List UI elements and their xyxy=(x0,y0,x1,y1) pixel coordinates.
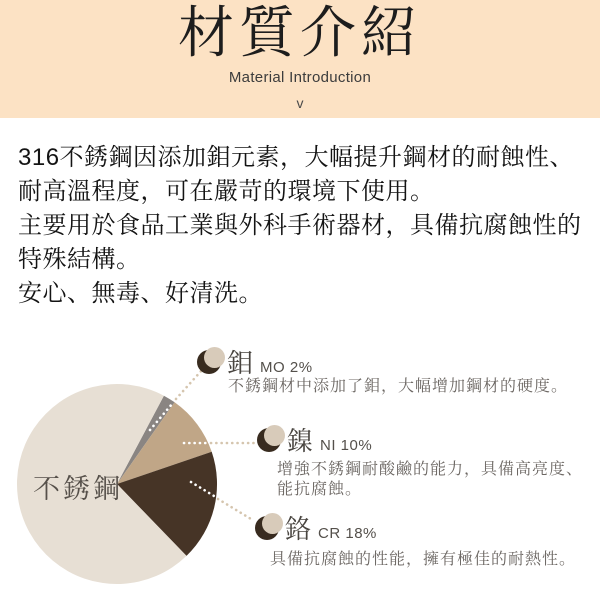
legend-element-name: 鎳 xyxy=(287,425,315,456)
page-subtitle: Material Introduction xyxy=(228,69,372,86)
intro-line: 特殊結構。 xyxy=(18,246,141,273)
legend-item-cr xyxy=(255,512,576,570)
crescent-moon-icon xyxy=(197,347,223,375)
intro-line: 316不銹鋼因添加鉬元素，大幅提升鋼材的耐蝕性、 xyxy=(18,144,575,171)
legend-element-name: 鉻 xyxy=(285,513,313,544)
legend-description: 不銹鋼材中添加了鉬，大幅增加鋼材的硬度。 xyxy=(228,378,569,395)
crescent-moon-icon xyxy=(257,425,283,453)
intro-text xyxy=(18,141,593,311)
intro-line: 主要用於食品工業與外科手術器材，具備抗腐蝕性的 xyxy=(18,212,582,239)
intro-line: 耐高溫程度，可在嚴苛的環境下使用。 xyxy=(18,178,435,205)
legend-description: 具備抗腐蝕的性能，擁有極佳的耐熱性。 xyxy=(270,551,577,568)
leader-line-cr-outer xyxy=(218,499,251,519)
page-title: 材質介紹 xyxy=(178,1,422,64)
chevron-down-icon: v xyxy=(296,95,304,111)
crescent-moon-icon xyxy=(255,513,281,541)
legend-item-mo xyxy=(197,346,568,397)
legend-description xyxy=(277,460,583,500)
legend-element-name: 鉬 xyxy=(227,347,255,378)
legend-item-ni xyxy=(257,424,583,500)
legend-element-code: CR 18% xyxy=(318,524,377,542)
header-banner xyxy=(0,0,600,118)
intro-line: 安心、無毒、好清洗。 xyxy=(18,280,263,307)
legend-description-line: 能抗腐蝕。 xyxy=(277,481,363,498)
legend-element-code: MO 2% xyxy=(260,358,313,376)
legend-element-code: NI 10% xyxy=(320,436,373,454)
pie-label-stainless-steel: 不銹鋼 xyxy=(33,474,123,504)
legend-description-line: 增強不銹鋼耐酸鹼的能力，具備高亮度、 xyxy=(277,461,584,478)
